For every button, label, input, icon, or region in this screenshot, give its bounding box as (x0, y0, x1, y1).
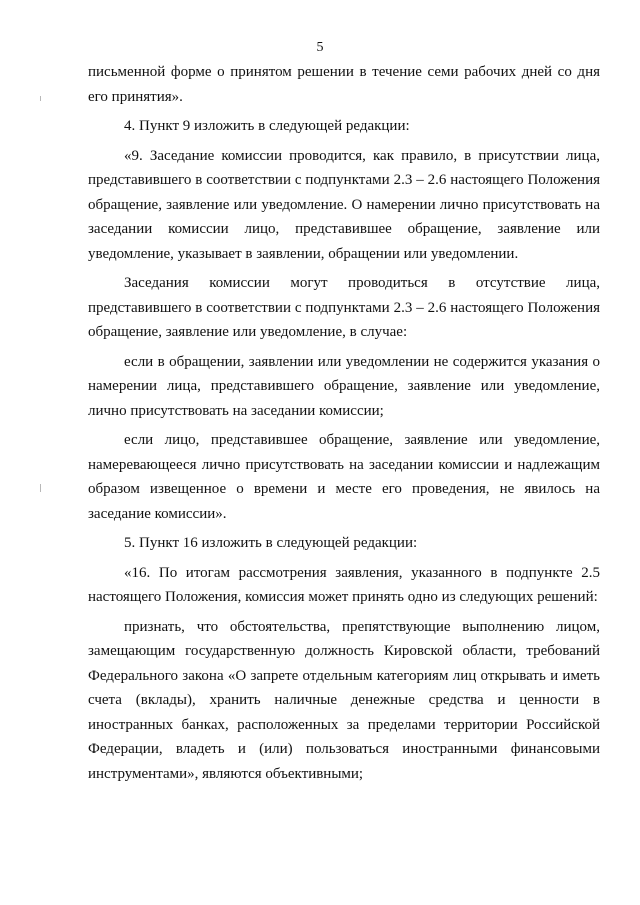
document-body (88, 60, 600, 786)
paragraph: 5. Пункт 16 изложить в следующей редакции: (124, 535, 418, 551)
paragraph: признать, что обстоятельства, препятствующие выполнению лицом, замещающим государственную должность Кировской области, требований Федерального закона «О запрете отдельным категориям лиц открывать и иметь счета (вклады), хранить наличные денежные средства и ценности в иностранных банках, расположенных за пределами территории Российской Федерации, владеть и (или) пользоваться иностранными финансовыми инструментами», являются объективными; (88, 618, 600, 782)
paragraph: 4. Пункт 9 изложить в следующей редакции: (124, 118, 410, 134)
paragraph: если лицо, представившее обращение, заявление или уведомление, намеревающееся лично присутствовать на заседании комиссии и надлежащим образом извещенное о времени и месте его проведения, не явилось на заседание комиссии». (88, 432, 600, 522)
paragraph: если в обращении, заявлении или уведомлении не содержится указания о намерении лица, представившего обращение, заявление или уведомление, лично присутствовать на заседании комиссии; (88, 353, 600, 419)
paragraph: «9. Заседание комиссии проводится, как правило, в присутствии лица, представившего в соответствии с подпунктами 2.3 – 2.6 настоящего Положения обращение, заявление или уведомление. О намерении лично присутствовать на заседании комиссии лицо, представившее обращение, заявление или уведомление, указывает в заявлении, обращении или уведомлении. (88, 147, 600, 262)
page-number: 5 (316, 40, 324, 55)
paragraph: Заседания комиссии могут проводиться в отсутствие лица, представившего в соответствии с подпунктами 2.3 – 2.6 настоящего Положения обращение, заявление или уведомление, в случае: (88, 275, 600, 340)
margin-scan-mark (40, 96, 41, 101)
paragraph: «16. По итогам рассмотрения заявления, указанного в подпункте 2.5 настоящего Положения, комиссия может принять одно из следующих решений: (88, 564, 600, 605)
margin-scan-mark (40, 484, 41, 492)
paragraph: письменной форме о принятом решении в течение семи рабочих дней со дня его принятия». (88, 64, 600, 105)
